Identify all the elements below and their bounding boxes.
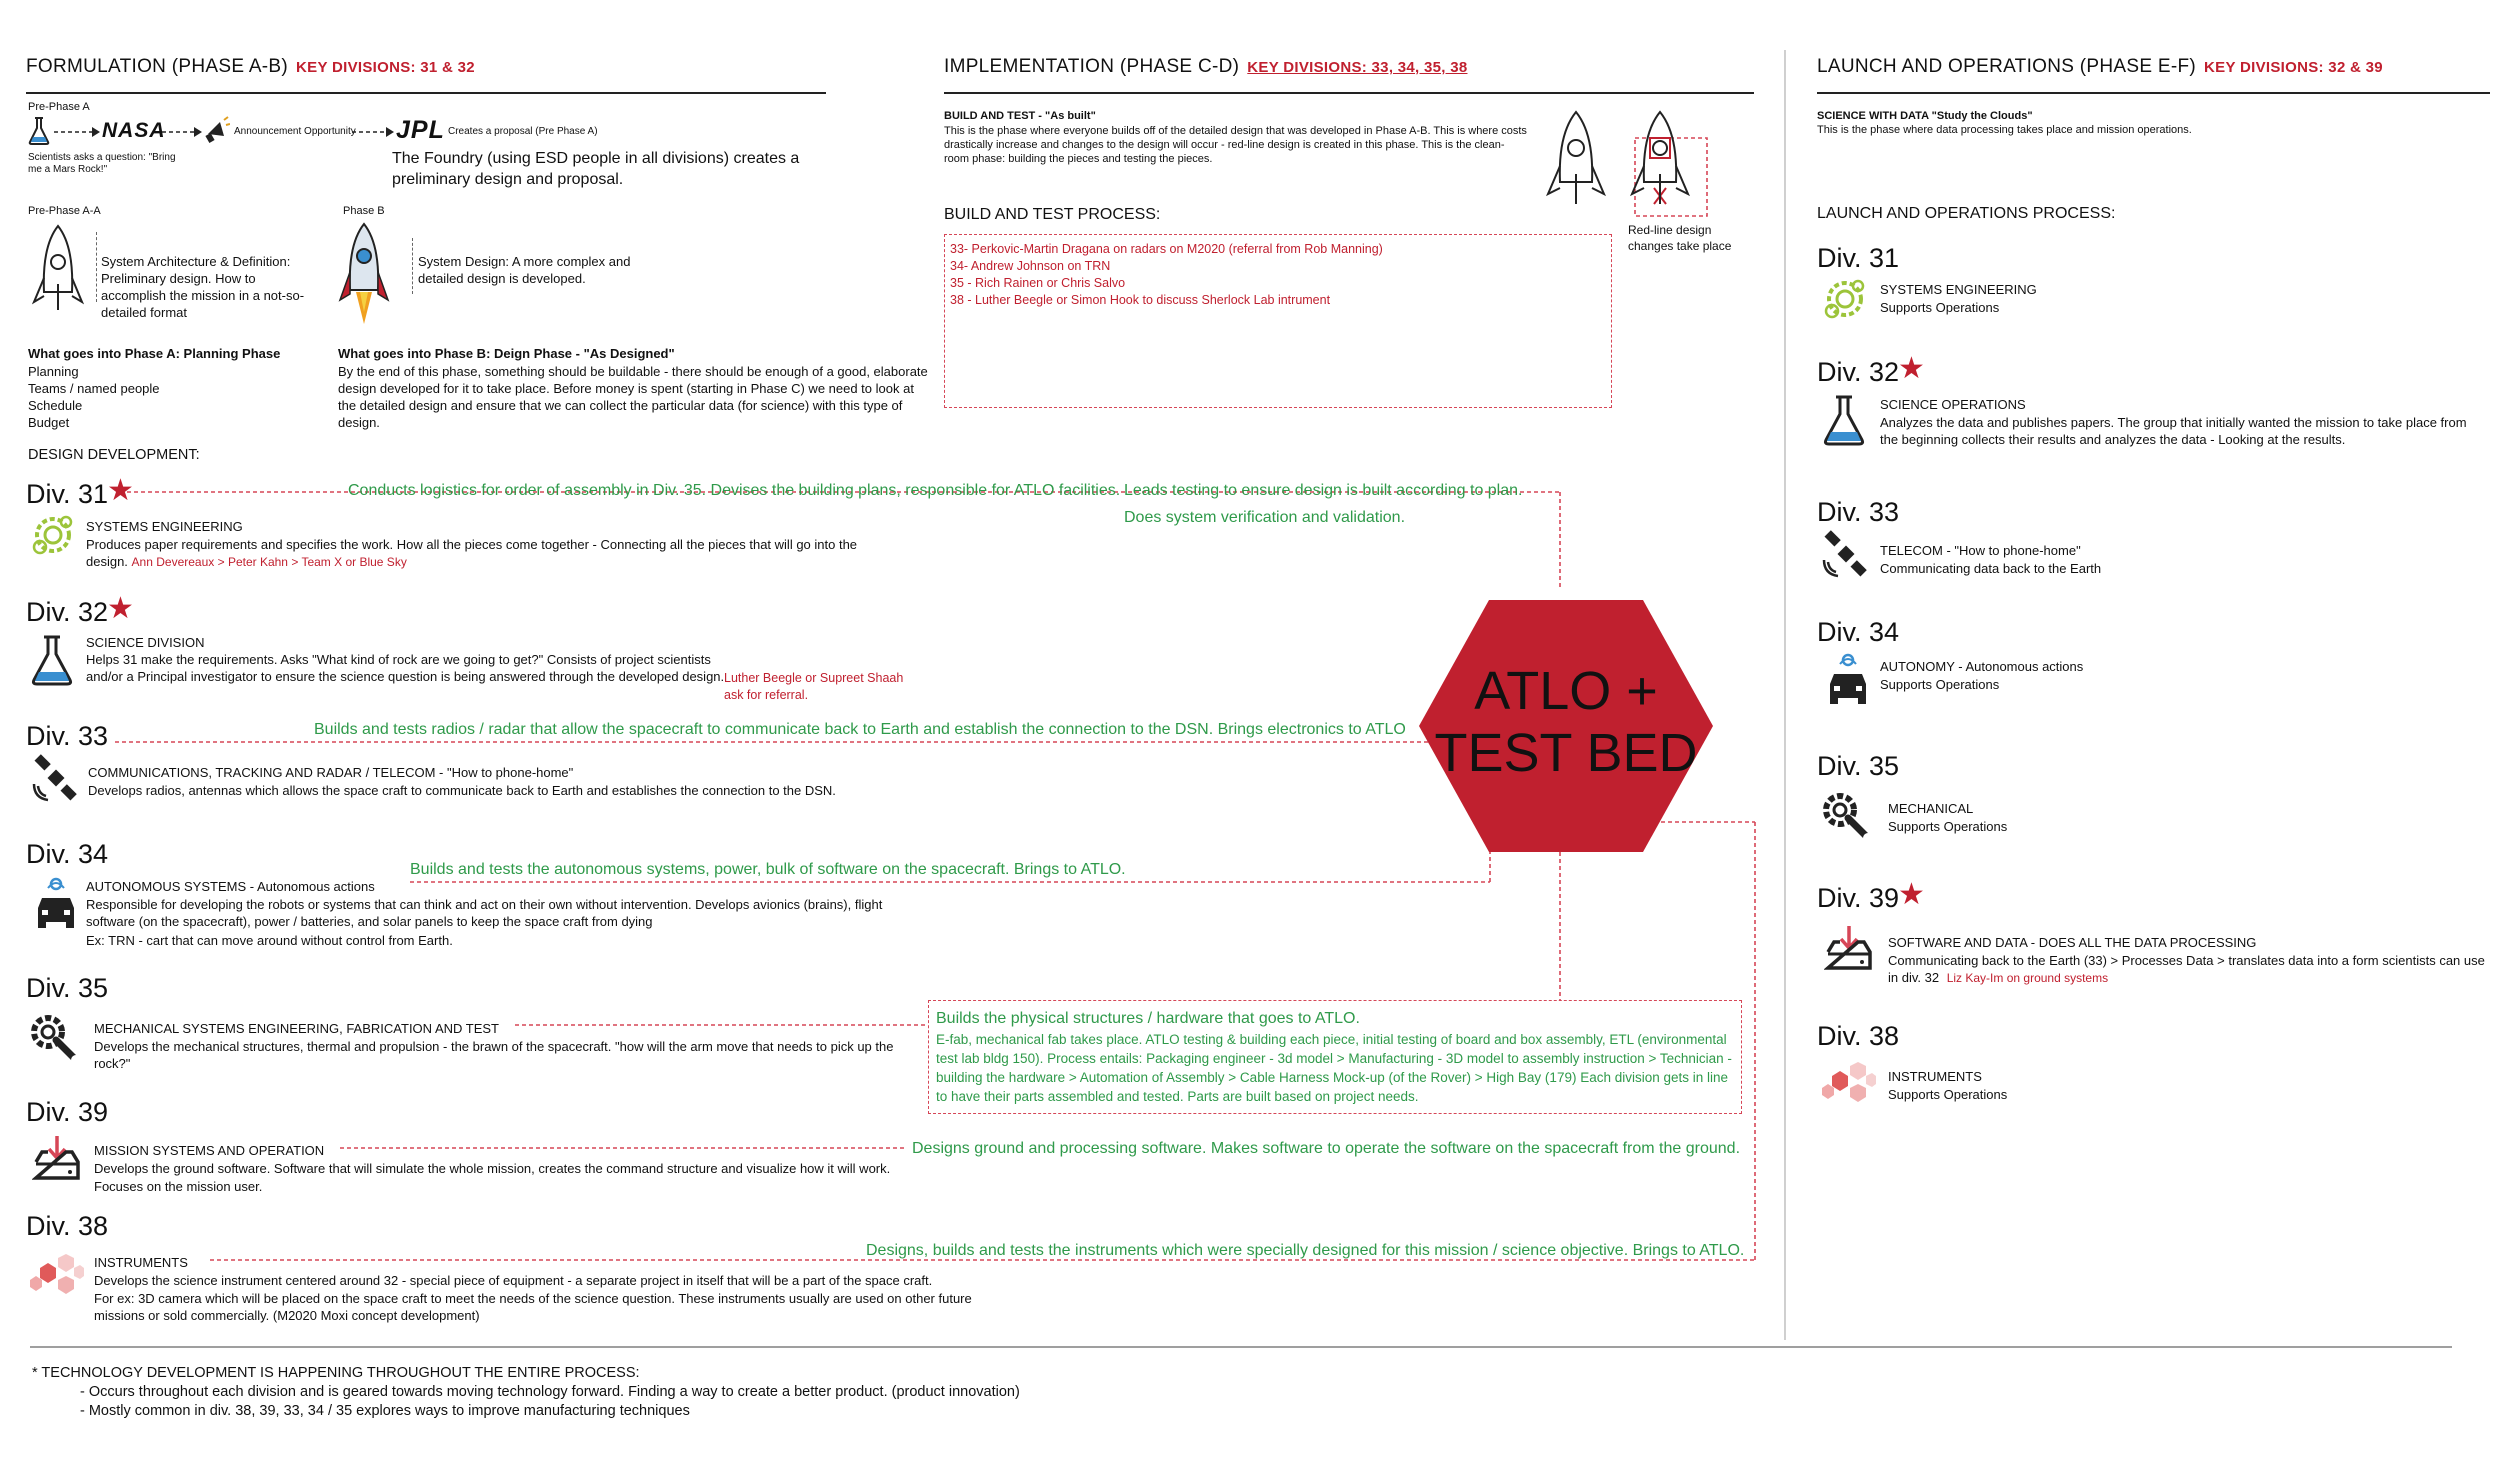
- verification-line1: Leads testing to ensure design is built according to plan.: [1124, 482, 1523, 499]
- div31-title: Div. 31: [26, 479, 109, 509]
- div34-desc: Responsible for developing the robots or systems that can think and act on their own without intervention. Develops avionics (brains), flight software (on the spacecraft), power / batteries, and solar panels to keep the space craft from dying: [86, 897, 883, 929]
- implementation-rule: [944, 92, 1754, 94]
- div39-desc2: Focuses on the mission user.: [94, 1179, 263, 1194]
- launch-div-desc: Supports Operations: [1880, 300, 2000, 315]
- ao-label: Announcement Opportunity: [234, 126, 356, 137]
- div38-desc: Develops the science instrument centered around 32 - special piece of equipment - a separate project in itself that will be a part of the space craft.: [94, 1273, 933, 1288]
- build-process-item: 38 - Luther Beegle or Simon Hook to discuss Sherlock Lab intrument: [950, 293, 1331, 307]
- flask-icon: [1822, 394, 1866, 448]
- redline-caption: Red-line design changes take place: [1628, 223, 1732, 253]
- implementation-header: [944, 56, 1467, 78]
- div32-name: SCIENCE DIVISION: [86, 635, 205, 650]
- launch-div-title: Div. 32: [1817, 357, 1900, 387]
- div33-name: COMMUNICATIONS, TRACKING AND RADAR / TELECOM - "How to phone-home": [88, 765, 574, 780]
- div31-ref: Ann Devereaux > Peter Kahn > Team X or Blue Sky: [131, 555, 407, 569]
- launch-div-desc: Communicating data back to the Earth: [1880, 561, 2102, 576]
- rocket-outline-icon: [1544, 108, 1608, 214]
- launch-div-title: Div. 31: [1817, 243, 1900, 273]
- build-process-item: 35 - Rich Rainen or Chris Salvo: [950, 276, 1126, 290]
- verification-line2: Does system verification and validation.: [1124, 509, 1406, 526]
- div39-desc: Develops the ground software. Software that will simulate the whole mission, creates the command structure and visualize how it will work.: [94, 1161, 891, 1176]
- gear-wrench-icon: [1818, 788, 1876, 846]
- formulation-rule: [26, 92, 826, 94]
- rocket-color-icon: [336, 220, 392, 332]
- launch-header: [1817, 56, 2383, 78]
- launch-div-name: SYSTEMS ENGINEERING: [1880, 282, 2037, 297]
- design-development-label: DESIGN DEVELOPMENT:: [28, 447, 200, 463]
- launch-div-desc: Supports Operations: [1888, 1087, 2008, 1102]
- build-process-item: 33- Perkovic-Martin Dragana on radars on M2020 (referral from Rob Manning): [950, 242, 1383, 256]
- div35-atlo-title: Builds the physical structures / hardware that goes to ATLO.: [936, 1010, 1360, 1027]
- science-text: This is the phase where data processing takes place and mission operations.: [1817, 124, 2192, 136]
- flask-icon: [28, 116, 50, 146]
- launch-div-name: AUTONOMY - Autonomous actions: [1880, 659, 2084, 674]
- launch-div-title: Div. 35: [1817, 751, 1900, 781]
- launch-div-name: MECHANICAL: [1888, 801, 1974, 816]
- div34-desc2: Ex: TRN - cart that can move around without control from Earth.: [86, 933, 453, 948]
- atlo-line2: TEST BED: [1434, 723, 1698, 783]
- div31-atlo-text: Conducts logistics for order of assembly in Div. 35. Devises the building plans, responsible for ATLO facilities.: [348, 482, 1121, 499]
- launch-div-name: SCIENCE OPERATIONS: [1880, 397, 2026, 412]
- proposal-label: Creates a proposal (Pre Phase A): [448, 126, 598, 137]
- launch-div-title: Div. 34: [1817, 617, 1900, 647]
- jpl-logo: JPL: [396, 116, 445, 144]
- atlo-label: [1417, 660, 1715, 784]
- launch-div-name: TELECOM - "How to phone-home": [1880, 543, 2081, 558]
- build-process-title: BUILD AND TEST PROCESS:: [944, 206, 1161, 223]
- div39-title: Div. 39: [26, 1097, 109, 1127]
- flow-arrow-1: [54, 126, 100, 138]
- rover-icon: [1826, 652, 1870, 708]
- star-icon: ★: [107, 592, 134, 625]
- div31-name: SYSTEMS ENGINEERING: [86, 519, 243, 534]
- sys-arch-text: System Architecture & Definition: Preliminary design. How to accomplish the mission in a not-so-detailed format: [101, 254, 305, 320]
- satellite-icon: [1820, 530, 1872, 580]
- phase-a-item: Teams / named people: [28, 381, 160, 396]
- phase-a-item: Planning: [28, 364, 79, 379]
- phase-b-text: By the end of this phase, something should be buildable - there should be enough of a good, elaborate design developed for it to take place. Before money is spent (starting in Phase C) we need to look at the detailed design and ensure that we can collect the particular data (for science) with this type of design.: [338, 364, 928, 430]
- div38-title: Div. 38: [26, 1211, 109, 1241]
- hexagons-icon: [28, 1254, 84, 1300]
- div34-atlo-text: Builds and tests the autonomous systems, power, bulk of software on the spacecraft. Brings to ATLO.: [410, 861, 1126, 878]
- div35-desc: Develops the mechanical structures, thermal and propulsion - the brawn of the spacecraft. "how will the arm move that needs to pick up the rock?": [94, 1039, 894, 1071]
- formulation-title: FORMULATION (PHASE A-B): [26, 56, 289, 77]
- star-icon: ★: [107, 474, 134, 507]
- flow-arrow-3: [352, 126, 394, 138]
- build-text: This is the phase where everyone builds off of the detailed design that was developed in Phase A-B. This is where costs drastically increase and changes to the design will occur - red-line design is created in this phase. This is the clean-room phase: building the pieces and testing the pieces.: [944, 125, 1527, 165]
- launch-div-name: SOFTWARE AND DATA - DOES ALL THE DATA PROCESSING: [1888, 935, 2257, 950]
- div31-desc: [86, 536, 866, 571]
- div32-desc: Helps 31 make the requirements. Asks "What kind of rock are we going to get?" Consists of project scientists and/or a Principal investigator to ensure the science question is being answered through the developed design.: [86, 652, 725, 684]
- formulation-header: [26, 56, 475, 78]
- atlo-line1: ATLO +: [1474, 661, 1658, 721]
- phase-a-item: Schedule: [28, 398, 83, 413]
- div34-title: Div. 34: [26, 839, 109, 869]
- footer-item: - Mostly common in div. 38, 39, 33, 34 / 35 explores ways to improve manufacturing techniques: [80, 1403, 690, 1419]
- phase-b-label: Phase B: [343, 205, 385, 217]
- download-tray-icon: [1824, 924, 1874, 974]
- star-icon: ★: [1898, 878, 1925, 911]
- star-icon: ★: [1898, 352, 1925, 385]
- sys-arch-bracket: [96, 232, 97, 302]
- download-tray-icon: [32, 1134, 82, 1184]
- pre-phase-aa-label: Pre-Phase A-A: [28, 205, 101, 217]
- flow-arrow-2: [162, 126, 202, 138]
- build-title: BUILD AND TEST - "As built": [944, 110, 1096, 122]
- implementation-title: IMPLEMENTATION (PHASE C-D): [944, 56, 1240, 77]
- flask-icon: [30, 634, 74, 688]
- phase-a-title: What goes into Phase A: Planning Phase: [28, 346, 281, 361]
- science-title: SCIENCE WITH DATA "Study the Clouds": [1817, 110, 2033, 122]
- launch-process-title: LAUNCH AND OPERATIONS PROCESS:: [1817, 205, 2116, 222]
- launch-div39-desc-text: Communicating back to the Earth (33) > Processes Data > translates data into a form scientists can use in div. 32: [1888, 953, 2485, 985]
- launch-div-desc: Supports Operations: [1880, 677, 2000, 692]
- launch-div-desc: [1888, 952, 2488, 987]
- rover-icon: [34, 876, 78, 932]
- foundry-text: The Foundry (using ESD people in all divisions) creates a preliminary design and proposal.: [392, 150, 800, 188]
- gears-icon: [30, 512, 76, 558]
- launch-div-title: Div. 38: [1817, 1021, 1900, 1051]
- megaphone-icon: [204, 116, 230, 146]
- footer-title: * TECHNOLOGY DEVELOPMENT IS HAPPENING THROUGHOUT THE ENTIRE PROCESS:: [32, 1365, 640, 1381]
- launch-title: LAUNCH AND OPERATIONS (PHASE E-F): [1817, 56, 2197, 77]
- div33-title: Div. 33: [26, 721, 109, 751]
- div38-atlo-text: Designs, builds and tests the instruments which were specially designed for this mission / science objective. Brings to ATLO.: [866, 1242, 1745, 1259]
- gear-wrench-icon: [26, 1010, 84, 1068]
- gears-icon: [1822, 276, 1868, 322]
- redline-rocket-icon: [1628, 108, 1692, 214]
- launch-div-title: Div. 33: [1817, 497, 1900, 527]
- launch-div-title: Div. 39: [1817, 883, 1900, 913]
- phase-a-item: Budget: [28, 415, 70, 430]
- rocket-outline-icon: [30, 222, 86, 330]
- div33-desc: Develops radios, antennas which allows the space craft to communicate back to Earth and establishes the connection to the DSN.: [88, 783, 836, 798]
- div39-name: MISSION SYSTEMS AND OPERATION: [94, 1143, 325, 1158]
- div32-title: Div. 32: [26, 597, 109, 627]
- build-process-item: 34- Andrew Johnson on TRN: [950, 259, 1111, 273]
- scientist-caption: Scientists asks a question: "Bring me a Mars Rock!": [28, 152, 176, 175]
- launch-div39-ref: Liz Kay-Im on ground systems: [1946, 971, 2109, 985]
- div35-atlo-text: E-fab, mechanical fab takes place. ATLO testing & building each piece, initial testing of board and box assembly, ETL (environmental test lab bldg 150). Process entails: Packaging engineer - 3d model > Manufacturing - 3D model to assembly instruction > Technician - building the hardware > Automation of Assembly > Cable Harness Mock-up (of the Rover) > High Bay (179) Each division gets in line to have their parts assembled and tested. Parts are built based on project needs.: [936, 1032, 1732, 1104]
- div35-title: Div. 35: [26, 973, 109, 1003]
- implementation-key-divisions: KEY DIVISIONS: 33, 34, 35, 38: [1247, 59, 1468, 76]
- div35-name: MECHANICAL SYSTEMS ENGINEERING, FABRICATION AND TEST: [94, 1021, 499, 1036]
- div33-atlo-text: Builds and tests radios / radar that allow the spacecraft to communicate back to Earth and establish the connection to the DSN. Brings electronics to ATLO: [314, 721, 1406, 738]
- div38-name: INSTRUMENTS: [94, 1255, 188, 1270]
- satellite-icon: [30, 754, 82, 804]
- launch-div-desc: Analyzes the data and publishes papers. The group that initially wanted the mission to take place from the beginning collects their results and analyzes the data - Looking at the results.: [1880, 415, 2467, 447]
- div34-name: AUTONOMOUS SYSTEMS - Autonomous actions: [86, 879, 375, 894]
- div32-ref: Luther Beegle or Supreet Shaah ask for referral.: [724, 671, 904, 702]
- phase-b-title: What goes into Phase B: Deign Phase - "As Designed": [338, 346, 675, 361]
- launch-rule: [1817, 92, 2490, 94]
- launch-div-desc: Supports Operations: [1888, 819, 2008, 834]
- pre-phase-a-label: Pre-Phase A: [28, 101, 90, 113]
- hexagons-icon: [1820, 1062, 1876, 1108]
- div31-desc-text: Produces paper requirements and specifies the work. How all the pieces come together - Connecting all the pieces that will go into the design.: [86, 537, 858, 569]
- div39-atlo-text: Designs ground and processing software. Makes software to operate the software on the spacecraft from the ground.: [912, 1140, 1741, 1157]
- nasa-logo: NASA: [102, 119, 166, 142]
- launch-div-name: INSTRUMENTS: [1888, 1069, 1982, 1084]
- footer-item: - Occurs throughout each division and is geared towards moving technology forward. Finding a way to create a better product. (product innovation): [80, 1384, 1020, 1400]
- formulation-key-divisions: KEY DIVISIONS: 31 & 32: [296, 59, 475, 76]
- div38-desc2: For ex: 3D camera which will be placed on the space craft to meet the needs of the science question. These instruments usually are used on other future missions or sold commercially. (M2020 Moxi concept development): [94, 1291, 972, 1323]
- sys-design-text: System Design: A more complex and detailed design is developed.: [418, 254, 631, 286]
- sys-design-bracket: [412, 238, 413, 294]
- launch-key-divisions: KEY DIVISIONS: 32 & 39: [2204, 59, 2383, 76]
